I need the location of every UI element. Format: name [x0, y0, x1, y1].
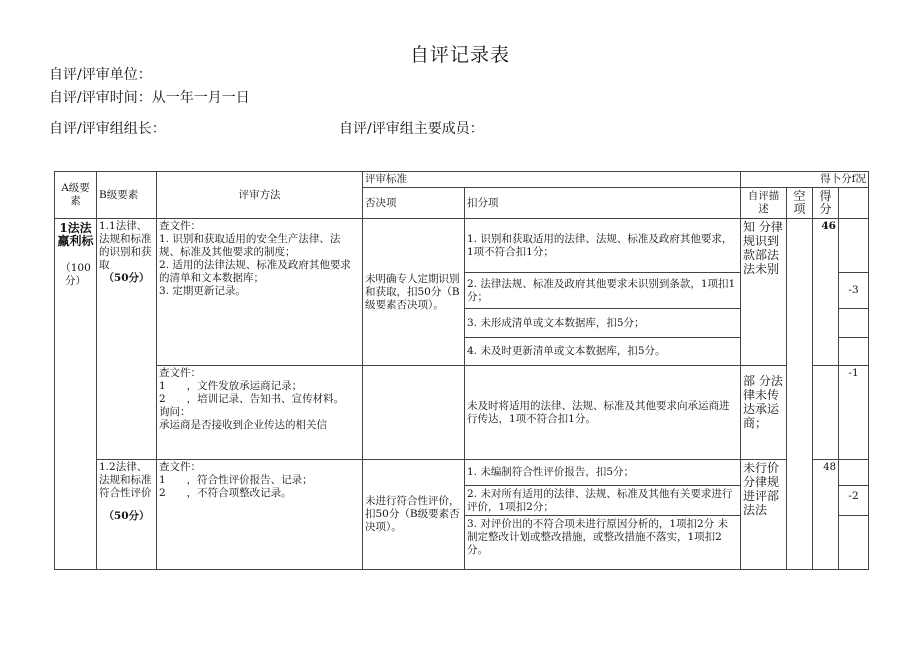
header-b-level: B级要素: [97, 172, 157, 219]
header-deduct: 扣分项: [465, 188, 741, 219]
a-level-points: （100分）: [60, 262, 91, 287]
self-description: 部 分法律未传达承运商；: [741, 366, 787, 460]
method-line: 查文件：: [159, 461, 201, 473]
review-method: [157, 219, 363, 366]
deduction-item: 3. 对评价出的不符合项未进行原因分析的，1项扣2分 未制定整改计划或整改措施，或整改措施不落实，1项扣2分。: [467, 518, 729, 556]
deduction-items: [465, 460, 741, 570]
members-label: 自评/评审组主要成员：: [339, 121, 484, 137]
deduction-item: 1. 识别和获取适用的法律、法规、标准及政府其他要求，1项不符合扣1分；: [465, 219, 741, 273]
self-evaluation-table: [54, 171, 869, 570]
empty-cell: [787, 219, 813, 570]
a-level-element: [55, 219, 97, 570]
review-method: [157, 460, 363, 570]
deduction-item: 2. 未对所有适用的法律、法规、标准及其他有关要求进行评价，1项扣2分；: [465, 486, 740, 516]
b-level-name: 1.1法律、法规和标准的识别和获取: [99, 220, 152, 271]
deduction-value: -3: [839, 273, 869, 309]
header-situation: 得卜分f况: [741, 172, 869, 188]
deduction-item: 3. 未形成清单或文本数据库，扣5分；: [465, 309, 741, 338]
method-line: 承运商是否接收到企业传达的相关信: [159, 419, 327, 431]
method-line: 询问：: [159, 406, 191, 418]
score-value: 46: [813, 219, 839, 366]
method-line: 2 ，培训记录、告知书、宣传材料。: [159, 393, 345, 405]
review-method: [157, 366, 363, 460]
method-line: 2 ，不符合项整改记录。: [159, 487, 292, 499]
method-line: 3. 定期更新记录。: [159, 285, 246, 297]
veto-item: 未明确专人定期识别和获取，扣50分（B级要素否决项）。: [363, 219, 465, 366]
veto-item: 未进行符合性评价，扣50分（B级要素否决项）。: [363, 460, 465, 570]
header-a-level: A级要素: [55, 172, 97, 219]
score-value: 48: [813, 460, 839, 570]
method-line: 查文件：: [159, 220, 201, 232]
leader-label: 自评/评审组组长：: [49, 121, 166, 137]
method-line: 查文件：: [159, 367, 201, 379]
b-level-element-1-1: [97, 219, 157, 460]
b-level-points: （50分）: [103, 272, 150, 284]
deduction-item: 2. 法律法规、标准及政府其他要求未识别到条款，1项扣1分；: [465, 273, 741, 309]
page-title: 自评记录表: [409, 44, 510, 66]
header-method: 评审方法: [157, 172, 363, 219]
method-line: 1. 识别和获取适用的安全生产法律、法规、标准及其他要求的制度；: [159, 233, 341, 258]
header-empty: 空项: [787, 188, 813, 219]
deduction-item: 4. 未及时更新清单或文本数据库，扣5分。: [465, 338, 741, 366]
self-description: 未行价 分律规进评部法法: [741, 460, 787, 570]
time-label: 自评/评审时间：从一年一月一日: [49, 90, 250, 106]
header-veto: 否决项: [363, 188, 465, 219]
method-line: 1 ，文件发放承运商记录；: [159, 380, 303, 392]
unit-label: 自评/评审单位：: [49, 67, 152, 83]
self-description: 知 分律规识到款部法法未别: [741, 219, 787, 366]
method-line: 1 ，符合性评价报告、记录；: [159, 474, 313, 486]
header-score: 得分: [813, 188, 839, 219]
a-level-name: 1法法羸利标: [57, 221, 94, 248]
deduction-item: 未及时将适用的法律、法规、标准及其他要求向承运商进行传达，1项不符合扣1分。: [465, 366, 741, 460]
header-standard: 评审标准: [363, 172, 741, 188]
b-level-element-1-2: [97, 460, 157, 570]
deduction-value: -1: [839, 366, 869, 460]
header-self-description: 自评描述: [741, 188, 787, 219]
b-level-points: （50分）: [103, 510, 150, 522]
deduction-value: -2: [839, 486, 868, 516]
b-level-name: 1.2法律、法规和标准符合性评价: [99, 461, 152, 499]
deduction-item: 1. 未编制符合性评价报告，扣5分；: [465, 460, 740, 486]
method-line: 2. 适用的法律法规、标准及政府其他要求的清单和文本数据库；: [159, 259, 351, 284]
